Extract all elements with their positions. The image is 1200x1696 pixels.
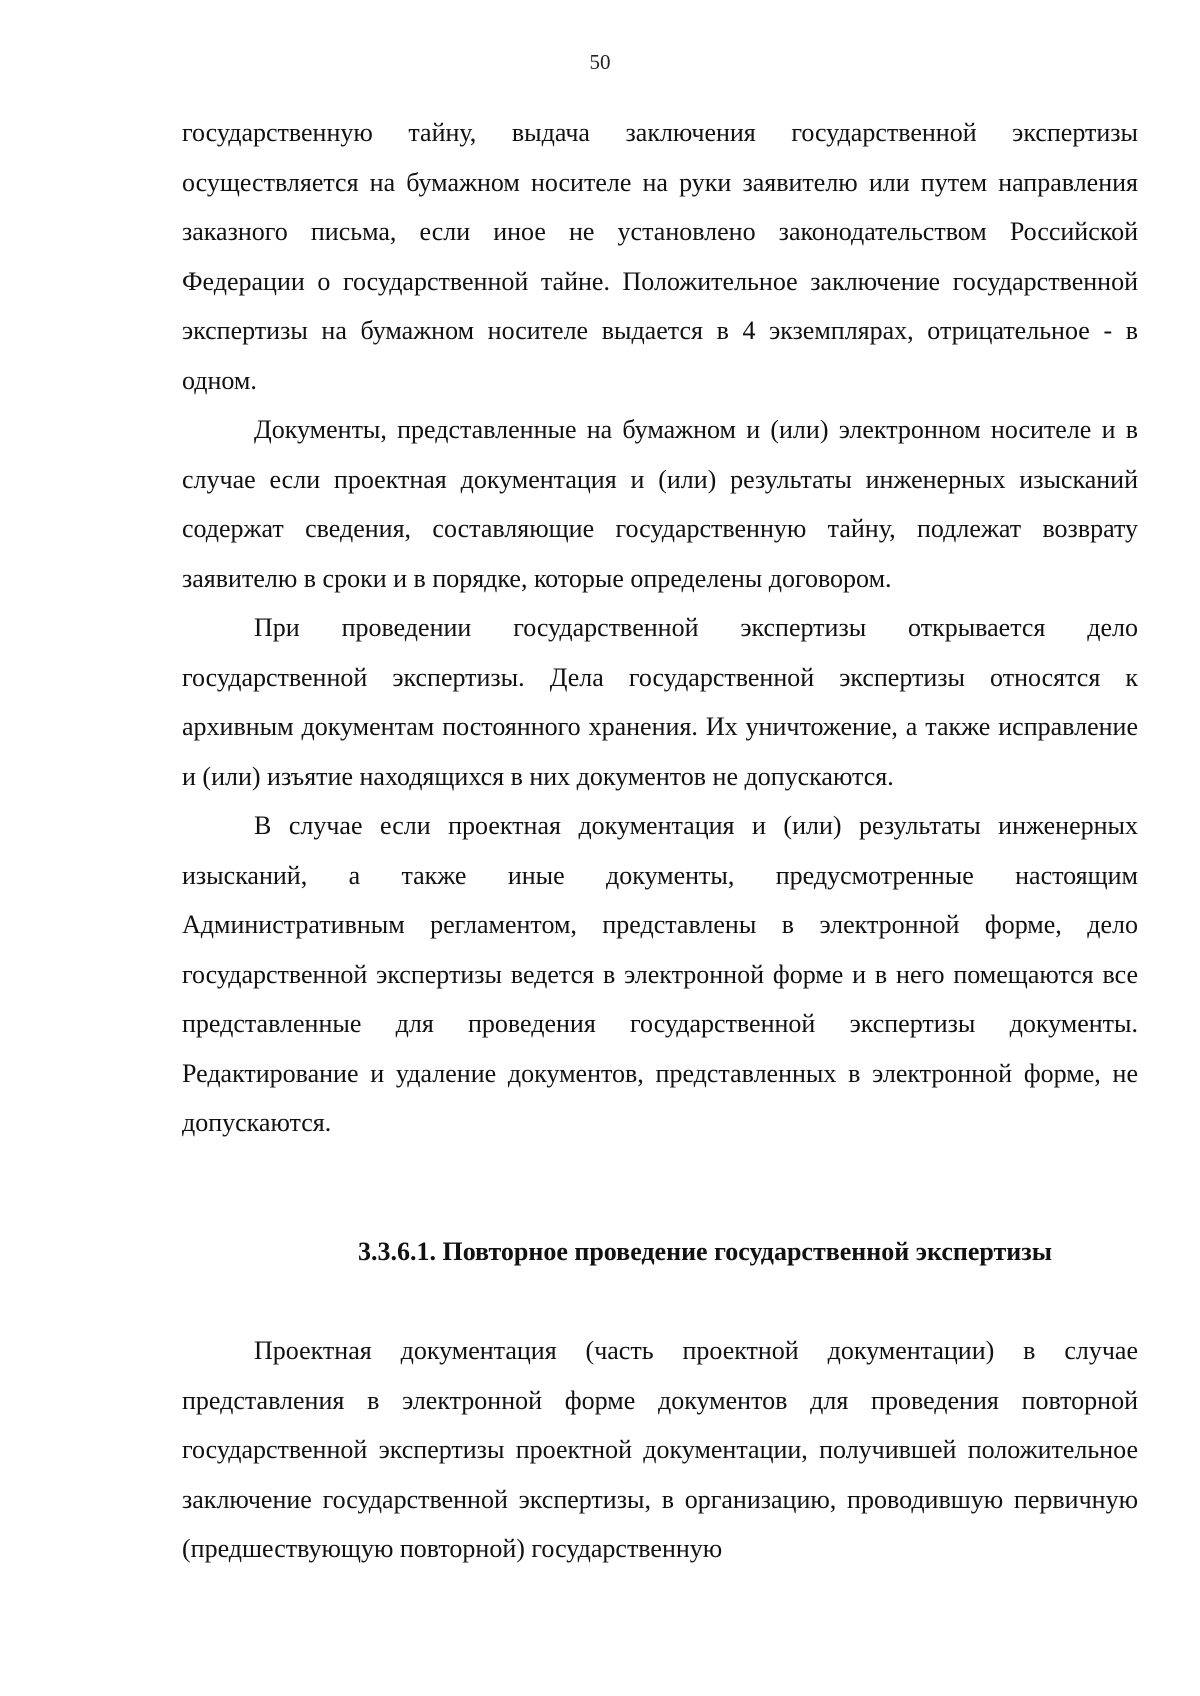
paragraph-electronic-case: В случае если проектная документация и (или) результаты инженерных изысканий, а также иные документы, предусмотренные настоящим Административным регламентом, представлены в электронной форме, дело государственной экспертизы ведется в электронной форме и в него помещаются все представленные для проведения государственной экспертизы документы. Редактирование и удаление документов, представленных в электронной форме, не допускаются. xyxy=(182,811,1138,1137)
paragraph-repeat-review: Проектная документация (часть проектной документации) в случае представления в электронной форме документов для проведения повторной государственной экспертизы проектной документации, получившей положительное заключение государственной экспертизы, в организацию, проводившую первичную (предшествующую повторной) государственную xyxy=(182,1336,1138,1563)
body-text-section xyxy=(182,1326,1138,1574)
section-heading: 3.3.6.1. Повторное проведение государственной экспертизы xyxy=(357,1237,1052,1266)
paragraph-continuation: государственную тайну, выдача заключения государственной экспертизы осуществляется на бумажном носителе на руки заявителю или путем направления заказного письма, если иное не установлено законодательством Российской Федерации о государственной тайне. Положительное заключение государственной экспертизы на бумажном носителе выдается в 4 экземплярах, отрицательное - в одном. xyxy=(182,118,1138,395)
body-text-top xyxy=(182,108,1138,1148)
paragraph-documents-return: Документы, представленные на бумажном и (или) электронном носителе и в случае если проектная документация и (или) результаты инженерных изысканий содержат сведения, составляющие государственную тайну, подлежат возврату заявителю в сроки и в порядке, которые определены договором. xyxy=(182,415,1138,593)
page-number: 50 xyxy=(589,50,611,74)
paragraph-case-file: При проведении государственной экспертизы открывается дело государственной экспертизы. Дела государственной экспертизы относятся к архивным документам постоянного хранения. Их уничтожение, а также исправление и (или) изъятие находящихся в них документов не допускаются. xyxy=(182,613,1138,791)
